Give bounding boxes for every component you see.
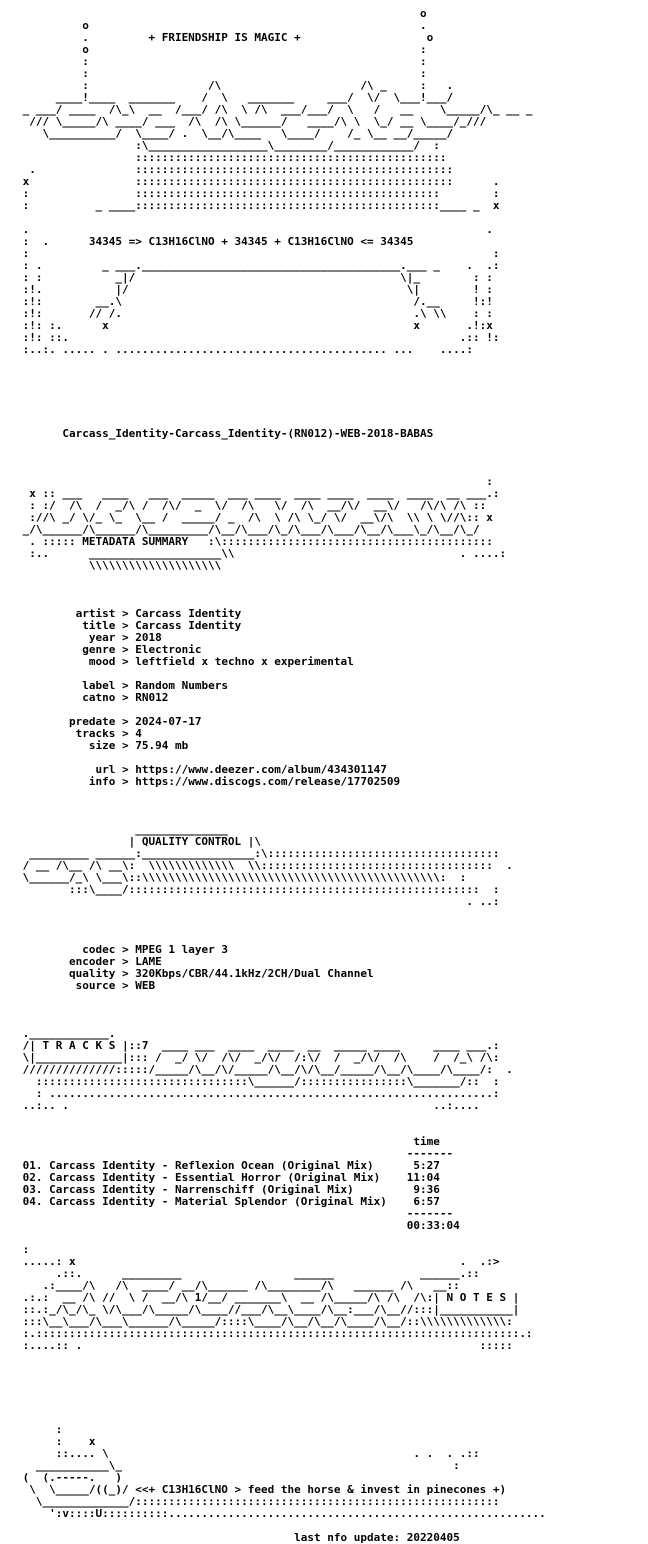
ascii-line: \|_____________|::: / _/ \/ /\/ _/\/ /:\/ / _/\/ /\ / /_\ /\: xyxy=(16,1051,500,1064)
url-label: url xyxy=(42,763,116,776)
ascii-line: .:____/\ /\ ____/ __/\______ /\________/\ ______ /\ __:: xyxy=(16,1279,460,1292)
track-number: 01. xyxy=(22,1159,43,1172)
ascii-line: /// \_____/\ ____/ ___ /\ /\ \______/ ____/\ \ \_/ __ \____/_/// xyxy=(16,115,487,128)
ascii-line: Carcass_Identity-Carcass_Identity-(RN012)-WEB-2018-BABAS xyxy=(16,427,434,440)
ascii-line xyxy=(16,404,648,416)
track-number: 02. xyxy=(22,1171,43,1184)
codec-value: MPEG 1 layer 3 xyxy=(135,943,228,956)
ascii-line: : xyxy=(16,475,493,488)
ascii-line: /| T R A C K S |::7 ____ ___ ____ ____ __ _____ ____ ____ ___.: xyxy=(16,1039,500,1052)
ascii-line: :::\____/::::::::::::::::::::::::::::::::::::::::::::::::::::: : xyxy=(16,883,500,896)
mood-value: leftfield x techno x experimental xyxy=(135,655,354,668)
ascii-line: :!: :. x x .!:x xyxy=(16,319,493,332)
ascii-line: ..:.. . ..:.... xyxy=(16,1099,480,1112)
ascii-line: :.:::::::::::::::::::::::::::::::::::::::::::::::::::::::::::::::::::::::::.: xyxy=(16,1327,533,1340)
encoder-label: encoder xyxy=(42,955,116,968)
label-row: label > Random Numbers xyxy=(42,679,228,692)
predate-value: 2024-07-17 xyxy=(135,715,202,728)
track-title: Carcass Identity - Essential Horror (Original Mix) xyxy=(49,1171,381,1184)
genre-value: Electronic xyxy=(135,643,202,656)
ascii-line: o . xyxy=(16,19,427,32)
quality-row: quality > 320Kbps/CBR/44.1kHz/2CH/Dual Channel xyxy=(42,967,374,980)
ascii-line xyxy=(16,368,648,380)
ascii-line xyxy=(16,1352,648,1364)
ascii-line xyxy=(16,356,648,368)
ascii-line: last nfo update: 20220405 xyxy=(16,1531,460,1544)
ascii-line: :.. ____________________\\ . ....: xyxy=(16,547,507,560)
url-row: url > https://www.deezer.com/album/434301147 xyxy=(42,763,387,776)
ascii-line: : . _ ___._______________________________________.___ _ . .: xyxy=(16,259,500,272)
ascii-line xyxy=(16,908,648,920)
ascii-line: x :::::::::::::::::::::::::::::::::::::::::::::::: . xyxy=(16,175,500,188)
ascii-line: . ::::: METADATA SUMMARY :\::::::::::::::::::::::::::::::::::::::::: xyxy=(16,535,493,548)
ascii-line xyxy=(16,1388,648,1400)
ascii-line: //////////////:::::/_____/\__/\/_____/\__/\/\__/_____/\__/\____/\____/: . xyxy=(16,1063,513,1076)
ascii-line xyxy=(16,1400,648,1412)
size-label: size xyxy=(42,739,116,752)
ascii-line: ____!____ _______ / \ _______ ___/ \/ \___!___/ xyxy=(16,91,454,104)
ascii-line: o xyxy=(16,7,427,20)
total-time: 00:33:04 xyxy=(16,1219,460,1232)
ascii-line: \__________/ \____/ . \__/\____ \____/ /_ \__ __/_____/ xyxy=(16,127,454,140)
catno-row: catno > RN012 xyxy=(42,691,169,704)
source-row: source > WEB xyxy=(42,979,156,992)
ascii-line: _________ ______:_________________:\::::::::::::::::::::::::::::::::::: xyxy=(16,847,500,860)
ascii-line: : :/ /\ / _/\ / /\/ _ \/ /\ \/ /\ __/\/ __\/ /\/\ /\ :: xyxy=(16,499,487,512)
ascii-line xyxy=(16,1004,648,1016)
ascii-line: . + FRIENDSHIP IS MAGIC + o xyxy=(16,31,434,44)
ascii-line xyxy=(16,788,648,800)
ascii-line: : _ ____::::::::::::::::::::::::::::::::::::::::::::::____ _ x xyxy=(16,199,500,212)
ascii-line: .____________. xyxy=(16,1027,116,1040)
time-header: time xyxy=(16,1135,440,1148)
tracks-label: tracks xyxy=(42,727,116,740)
ascii-line: x :: ___ ____ ___ _____ ___ ____ ____ ____ ____ ____ __ ___.: xyxy=(16,487,500,500)
ascii-line: ://\ _/ \/_ \_ \__ / _____/ _ /\ \ /\ \_/ \/ __\/\ \\ \ \//\:: x xyxy=(16,511,493,524)
year-row: year > 2018 xyxy=(42,631,162,644)
track-title: Carcass Identity - Reflexion Ocean (Original Mix) xyxy=(49,1159,374,1172)
ascii-line xyxy=(16,920,648,932)
ascii-line: :....:: . ::::: xyxy=(16,1339,513,1352)
divider: ------- xyxy=(16,1207,454,1220)
artist-label: artist xyxy=(42,607,116,620)
mood-label: mood xyxy=(42,655,116,668)
size-row: size > 75.94 mb xyxy=(42,739,189,752)
predate-label: predate xyxy=(42,715,116,728)
quality-value: 320Kbps/CBR/44.1kHz/2CH/Dual Channel xyxy=(135,967,374,980)
artist-value: Carcass Identity xyxy=(135,607,242,620)
ascii-line xyxy=(16,392,648,404)
ascii-line xyxy=(16,1112,648,1124)
title-label: title xyxy=(42,619,116,632)
ascii-line: . . xyxy=(16,223,493,236)
ascii-line: : ...................................................................: xyxy=(16,1087,500,1100)
ascii-line: : : xyxy=(16,247,500,260)
ascii-line: :!: __.\ /.__ !:! xyxy=(16,295,493,308)
tracks-row: tracks > 4 xyxy=(42,727,142,740)
info-value: https://www.discogs.com/release/17702509 xyxy=(135,775,401,788)
ascii-line: ___________\_ : xyxy=(16,1459,460,1472)
track-title: Carcass Identity - Narrenschiff (Original Mix) xyxy=(49,1183,354,1196)
ascii-line: / __ /\__ /\ __\: \\\\\\\\\\\\\ \\::::::::::::::::::::::::::::::::::: . xyxy=(16,859,513,872)
ascii-line: . ..: xyxy=(16,895,500,908)
track-time: 6:57 xyxy=(413,1195,440,1208)
ascii-line: \ \_____/((_)/ <<+ C13H16ClNO > feed the horse & invest in pinecones +) xyxy=(16,1483,507,1496)
ascii-line xyxy=(16,800,648,812)
divider: ------- xyxy=(16,1147,454,1160)
genre-row: genre > Electronic xyxy=(42,643,202,656)
ascii-line: : : _|/ \|_ : : xyxy=(16,271,493,284)
mood-row: mood > leftfield x techno x experimental xyxy=(42,655,354,668)
info-row: info > https://www.discogs.com/release/17702509 xyxy=(42,775,401,788)
ascii-line: :!: // /. .\ \\ : : xyxy=(16,307,493,320)
ascii-line xyxy=(16,1376,648,1388)
ascii-line: | QUALITY CONTROL |\ xyxy=(16,835,262,848)
ascii-line: ':v::::U::::::::::......................................................... xyxy=(16,1507,546,1520)
ascii-line: . :::::::::::::::::::::::::::::::::::::::::::::::: xyxy=(16,163,454,176)
ascii-line xyxy=(16,440,648,452)
label-label: label xyxy=(42,679,116,692)
track-number: 03. xyxy=(22,1183,43,1196)
title-value: Carcass Identity xyxy=(135,619,242,632)
source-value: WEB xyxy=(135,979,156,992)
url-value: https://www.deezer.com/album/434301147 xyxy=(135,763,387,776)
title-row: title > Carcass Identity xyxy=(42,619,242,632)
label-value: Random Numbers xyxy=(135,679,228,692)
ascii-line xyxy=(16,452,648,464)
ascii-line: \_____________/::::::::::::::::::::::::::::::::::::::::::::::::::::::: xyxy=(16,1495,500,1508)
ascii-line: _/\______/\______/\_________/\__/\___/\_/\___/\___/\__/\___\_/\__/\_/ xyxy=(16,523,480,536)
tracks-value: 4 xyxy=(135,727,142,740)
ascii-line: : . 34345 => C13H16ClNO + 34345 + C13H16ClNO <= 34345 xyxy=(16,235,414,248)
codec-row: codec > MPEG 1 layer 3 xyxy=(42,943,228,956)
ascii-line: :..:. ..... . ......................................... ... ....: xyxy=(16,343,473,356)
ascii-line: ______________ xyxy=(16,823,228,836)
ascii-line: o : xyxy=(16,43,427,56)
ascii-line: ::.:_/\_/\_ \/\___/\_____/\____//___/\__\____/\__:___/\__//:::|___________| xyxy=(16,1303,520,1316)
genre-label: genre xyxy=(42,643,116,656)
ascii-line: : /\ /\ _ : . xyxy=(16,79,454,92)
ascii-line xyxy=(16,1412,648,1424)
ascii-line: : x xyxy=(16,1435,96,1448)
ascii-line: : : xyxy=(16,67,427,80)
ascii-line: .::. _________ ______ ______.:: xyxy=(16,1267,480,1280)
ascii-line: \\\\\\\\\\\\\\\\\\\\ xyxy=(16,559,222,572)
ascii-line xyxy=(16,584,648,596)
ascii-line: ::::::::::::::::::::::::::::::::::::::::::::::: xyxy=(16,151,447,164)
source-label: source xyxy=(42,979,116,992)
year-label: year xyxy=(42,631,116,644)
catno-value: RN012 xyxy=(135,691,169,704)
artist-row: artist > Carcass Identity xyxy=(42,607,242,620)
ascii-line xyxy=(16,380,648,392)
track-time: 5:27 xyxy=(413,1159,440,1172)
ascii-line: :!: ::. .:: !: xyxy=(16,331,500,344)
ascii-line: ::.... \ . . . .:: xyxy=(16,1447,480,1460)
ascii-line: :::\__\___/\___\______/\_____/::::\____/\__/\__/\____/\__/::\\\\\\\\\\\\\: xyxy=(16,1315,513,1328)
ascii-line xyxy=(16,1364,648,1376)
ascii-line: _ ___/ ____ /\_\ __ /___/ /\ \ /\ ___/___/ \ / __ \_____/\_ __ _ xyxy=(16,103,533,116)
ascii-line: :\__________________\________/____________/ : xyxy=(16,139,440,152)
encoder-value: LAME xyxy=(135,955,162,968)
encoder-row: encoder > LAME xyxy=(42,955,162,968)
year-value: 2018 xyxy=(135,631,162,644)
size-value: 75.94 mb xyxy=(135,739,189,752)
ascii-line: ( (.-----. ) xyxy=(16,1471,122,1484)
predate-row: predate > 2024-07-17 xyxy=(42,715,202,728)
codec-label: codec xyxy=(42,943,116,956)
track-title: Carcass Identity - Material Splendor (Original Mix) xyxy=(49,1195,387,1208)
ascii-line xyxy=(16,1232,648,1244)
ascii-line: .....: x . .:> xyxy=(16,1255,500,1268)
ascii-line: ::::::::::::::::::::::::::::::::\______/::::::::::::::::\_______/:: : xyxy=(16,1075,500,1088)
ascii-line xyxy=(16,992,648,1004)
track-time: 11:04 xyxy=(406,1171,440,1184)
ascii-line: \______/_\ \___\::\\\\\\\\\\\\\\\\\\\\\\\\\\\\\\\\\\\\\\\\\\\\\: : xyxy=(16,871,467,884)
ascii-line: : xyxy=(16,1423,63,1436)
ascii-line xyxy=(16,572,648,584)
ascii-line: : xyxy=(16,1243,30,1256)
ascii-line: .:.: __ /\ // \ / __/\ 1/__/ _______\ __ /\_____/\ /\ /\:| N O T E S | xyxy=(16,1291,520,1304)
ascii-line: : : xyxy=(16,55,427,68)
catno-label: catno xyxy=(42,691,116,704)
quality-label: quality xyxy=(42,967,116,980)
track-time: 9:36 xyxy=(413,1183,440,1196)
info-label: info xyxy=(42,775,116,788)
ascii-line: :!. |/ \| ! : xyxy=(16,283,493,296)
track-number: 04. xyxy=(22,1195,43,1208)
ascii-line: : :::::::::::::::::::::::::::::::::::::::::::::: : xyxy=(16,187,500,200)
